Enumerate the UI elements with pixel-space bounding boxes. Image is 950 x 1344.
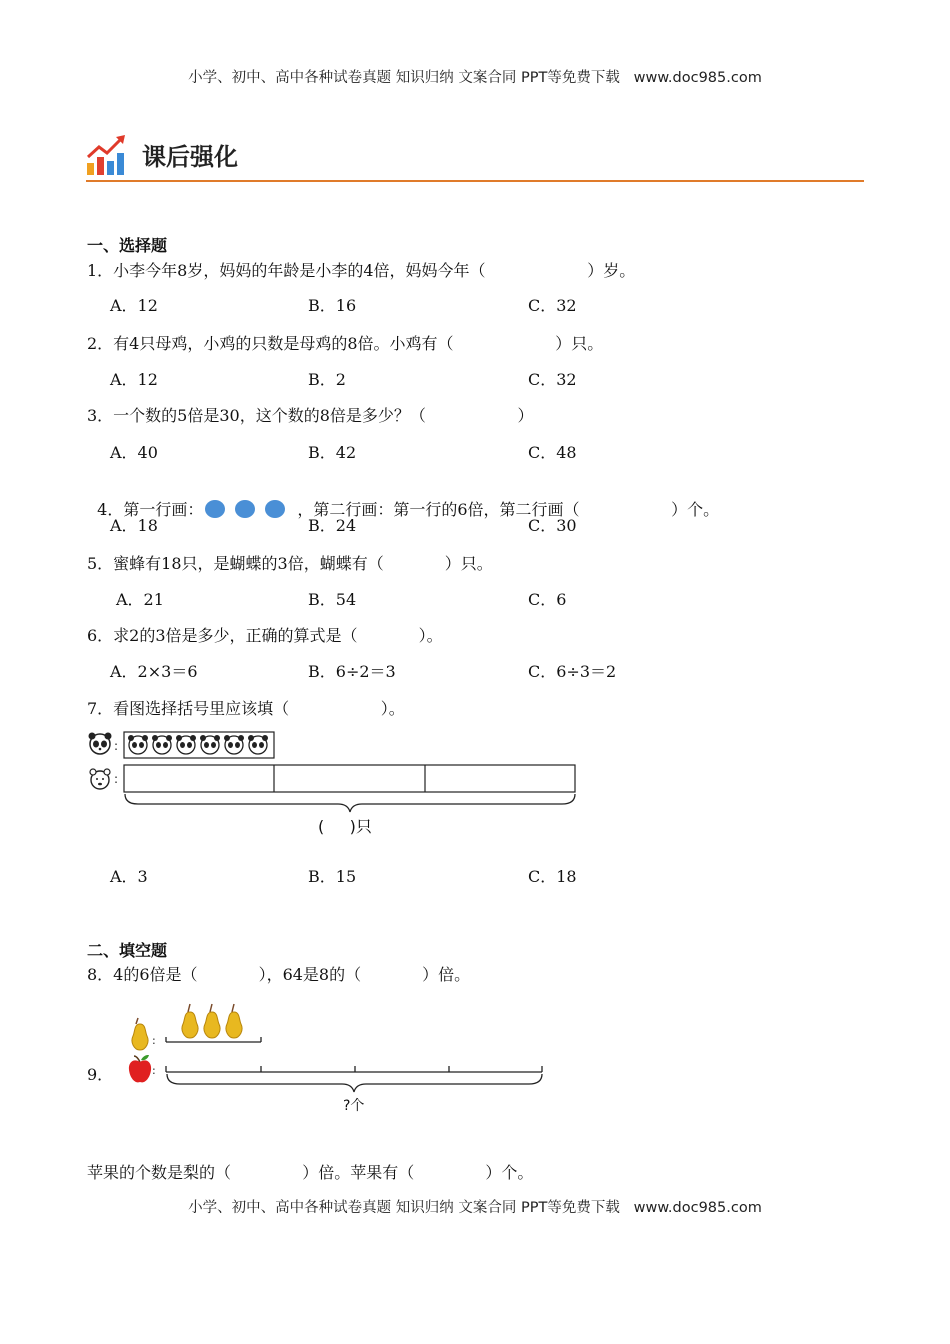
- q9-diagram: [126, 1000, 546, 1104]
- svg-text::: :: [114, 739, 119, 753]
- page-title: 课后强化: [142, 143, 238, 171]
- svg-text::: :: [152, 1034, 156, 1047]
- page-header: 小学、初中、高中各种试卷真题 知识归纳 文案合同 PPT等免费下载 www.doc985.com: [188, 70, 762, 86]
- question-5: 5．蜜蜂有18只，是蝴蝶的3倍，蝴蝶有（ ）只。: [87, 554, 493, 573]
- question-2: 2．有4只母鸡，小鸡的只数是母鸡的8倍。小鸡有（ ）只。: [87, 334, 604, 353]
- question-9-text: 苹果的个数是梨的（ ）倍。苹果有（ ）个。: [87, 1163, 534, 1182]
- section-heading-fill: 二、填空题: [87, 941, 168, 960]
- q3-option-a: A．40: [110, 443, 158, 462]
- q1-option-c: C．32: [528, 296, 577, 315]
- chart-growth-icon: [85, 133, 129, 177]
- question-3: 3．一个数的5倍是30，这个数的8倍是多少？（ ）: [87, 406, 534, 425]
- bear-icon: [90, 769, 110, 789]
- pear-row-icons: [182, 1004, 242, 1038]
- blue-circles-icon: [203, 499, 297, 523]
- apple-icon: [129, 1055, 151, 1082]
- question-6: 6．求2的3倍是多少，正确的算式是（ ）。: [87, 626, 443, 645]
- q3-option-c: C．48: [528, 443, 577, 462]
- q6-option-c: C．6÷3＝2: [528, 662, 617, 681]
- question-1: 1．小李今年8岁，妈妈的年龄是小李的4倍，妈妈今年（ ）岁。: [87, 261, 636, 280]
- q4-option-c: C．30: [528, 516, 577, 535]
- q4-option-b: B．24: [308, 516, 357, 535]
- q1-option-a: A．12: [110, 296, 158, 315]
- q2-option-c: C．32: [528, 370, 577, 389]
- q2-option-b: B．2: [308, 370, 346, 389]
- q5-option-a: A．21: [116, 590, 164, 609]
- pear-icon: [132, 1018, 148, 1050]
- q6-option-a: A．2×3＝6: [110, 662, 198, 681]
- svg-text::: :: [152, 1064, 156, 1077]
- q7-option-c: C．18: [528, 867, 577, 886]
- q1-option-b: B．16: [308, 296, 357, 315]
- q5-option-c: C．6: [528, 590, 567, 609]
- question-4-prefix: 4．第一行画：: [97, 500, 204, 519]
- question-4-suffix: ，第二行画：第一行的6倍，第二行画（ ）个。: [297, 500, 720, 519]
- section-heading-choice: 一、选择题: [87, 236, 168, 255]
- svg-text::: :: [114, 772, 119, 786]
- q3-option-b: B．42: [308, 443, 357, 462]
- q6-option-b: B．6÷2＝3: [308, 662, 396, 681]
- question-7: 7．看图选择括号里应该填（ ）。: [87, 699, 405, 718]
- q9-diagram-label: ?个: [343, 1098, 365, 1114]
- q4-option-a: A．18: [110, 516, 158, 535]
- panda-icon: [89, 733, 112, 755]
- q7-option-a: A．3: [110, 867, 148, 886]
- q7-diagram-label: ( )只: [318, 817, 372, 836]
- question-9-number: 9．: [87, 1065, 114, 1084]
- q2-option-a: A．12: [110, 370, 158, 389]
- q5-option-b: B．54: [308, 590, 357, 609]
- q7-option-b: B．15: [308, 867, 357, 886]
- q7-diagram: [86, 728, 586, 818]
- question-8: 8．4的6倍是（ ），64是8的（ ）倍。: [87, 965, 471, 984]
- question-4: [87, 478, 719, 523]
- page-footer: 小学、初中、高中各种试卷真题 知识归纳 文案合同 PPT等免费下载 www.doc985.com: [188, 1200, 762, 1216]
- title-divider: [86, 180, 864, 182]
